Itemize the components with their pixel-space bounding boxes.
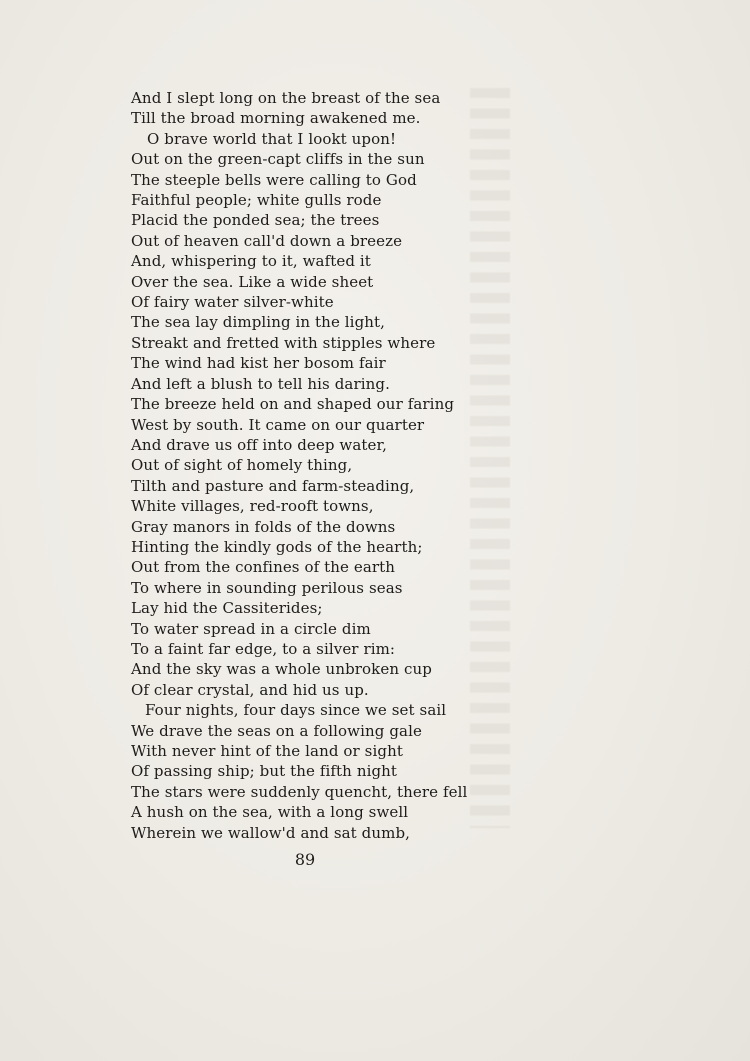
poem-line: Tilth and pasture and farm-steading, bbox=[131, 476, 415, 495]
show-through-texture bbox=[470, 88, 510, 828]
poem-line: Over the sea. Like a wide sheet bbox=[131, 272, 374, 291]
poem-line: To where in sounding perilous seas bbox=[131, 578, 403, 597]
poem-line: The breeze held on and shaped our faring bbox=[131, 395, 455, 414]
poem-line: Out of heaven call'd down a breeze bbox=[131, 231, 403, 250]
poem-line: With never hint of the land or sight bbox=[131, 742, 403, 760]
poem-line: The steeple bells were calling to God bbox=[131, 170, 417, 189]
poem-line: And, whispering to it, wafted it bbox=[131, 252, 371, 271]
poem-line: Of passing ship; but the fifth night bbox=[131, 762, 398, 781]
poem-line: O brave world that I lookt upon! bbox=[147, 129, 397, 148]
poem-line: Till the broad morning awakened me. bbox=[131, 109, 421, 128]
poem-line: And I slept long on the breast of the sea bbox=[131, 89, 441, 107]
poem-line: Of clear crystal, and hid us up. bbox=[131, 680, 369, 699]
poem-line: Gray manors in folds of the downs bbox=[131, 517, 396, 536]
poem-line: And drave us off into deep water, bbox=[131, 435, 388, 454]
poem-line: Streakt and fretted with stipples where bbox=[131, 333, 436, 352]
poem-line: Placid the ponded sea; the trees bbox=[131, 211, 380, 230]
poem-line: Out on the green-capt cliffs in the sun bbox=[131, 150, 425, 169]
poem-line: To a faint far edge, to a silver rim: bbox=[131, 639, 396, 658]
poem-line: Of fairy water silver-white bbox=[131, 293, 334, 312]
poem-line: To water spread in a circle dim bbox=[131, 619, 371, 638]
page-number: 89 bbox=[294, 850, 316, 869]
poem-line: The wind had kist her bosom fair bbox=[131, 354, 386, 373]
poem-text bbox=[131, 88, 467, 843]
poem-line: Wherein we wallow'd and sat dumb, bbox=[131, 823, 411, 842]
poem-line: Hinting the kindly gods of the hearth; bbox=[131, 537, 423, 556]
poem-line: Faithful people; white gulls rode bbox=[131, 191, 382, 210]
poem-line: West by south. It came on our quarter bbox=[131, 415, 425, 434]
poem-line: We drave the seas on a following gale bbox=[131, 721, 422, 740]
poem-line: And left a blush to tell his daring. bbox=[131, 374, 390, 393]
poem-line: White villages, red-rooft towns, bbox=[131, 497, 374, 516]
poem-line: The stars were suddenly quencht, there fell bbox=[131, 782, 468, 801]
poem-line: Lay hid the Cassiterides; bbox=[131, 599, 323, 618]
poem-line: Four nights, four days since we set sail bbox=[145, 701, 447, 720]
poem-line: A hush on the sea, with a long swell bbox=[131, 803, 409, 822]
poem-line: The sea lay dimpling in the light, bbox=[131, 313, 386, 332]
poem-line: And the sky was a whole unbroken cup bbox=[131, 660, 432, 679]
poem-line: Out of sight of homely thing, bbox=[131, 456, 353, 475]
poem-line: Out from the confines of the earth bbox=[131, 558, 396, 577]
